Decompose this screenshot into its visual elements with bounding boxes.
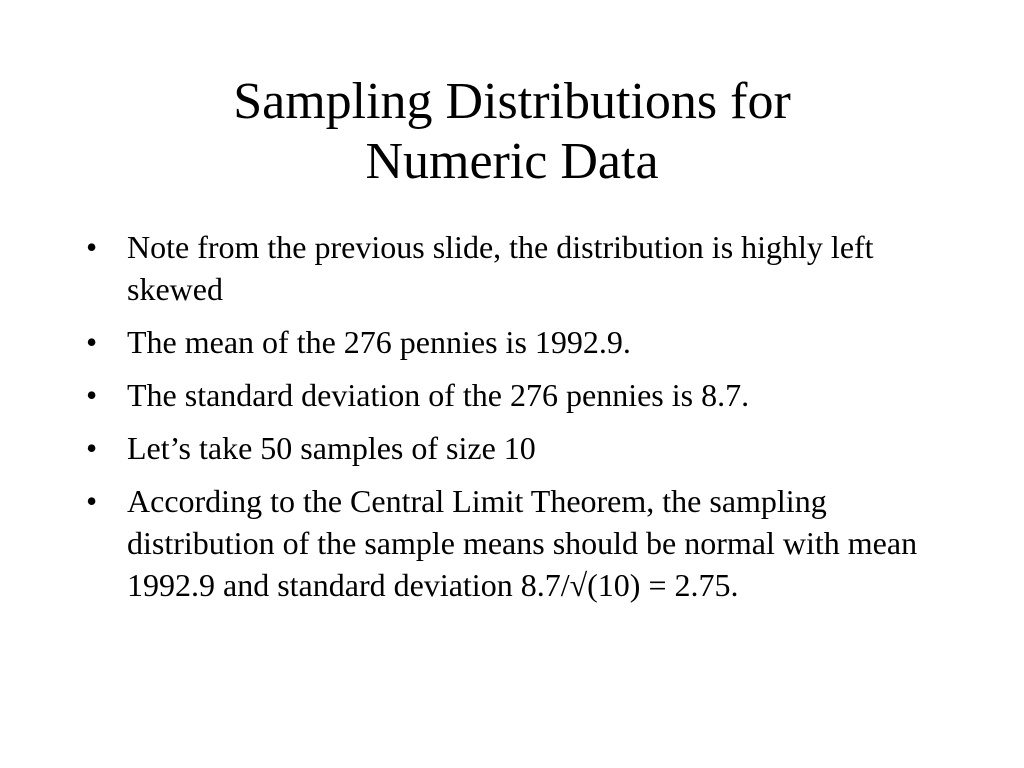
bullet-dot-icon: • — [86, 430, 98, 466]
bullet-text: The mean of the 276 pennies is 1992.9. — [127, 324, 631, 360]
bullet-item — [86, 427, 946, 469]
bullet-item — [86, 226, 946, 310]
bullet-text: Let’s take 50 samples of size 10 — [127, 430, 536, 466]
bullet-item — [86, 374, 946, 416]
title-line-2: Numeric Data — [365, 133, 659, 190]
bullet-text: Note from the previous slide, the distribution is highly left skewed — [127, 229, 874, 307]
bullet-dot-icon: • — [86, 377, 98, 413]
bullet-list — [86, 226, 946, 617]
bullet-dot-icon: • — [86, 229, 98, 265]
bullet-item — [86, 321, 946, 363]
bullet-text: The standard deviation of the 276 pennies is 8.7. — [127, 377, 750, 413]
title-line-1: Sampling Distributions for — [233, 73, 791, 130]
bullet-text: According to the Central Limit Theorem, the sampling distribution of the sample means should be normal with mean 1992.9 and standard deviation 8.7/√(10) = 2.75. — [127, 483, 918, 603]
bullet-dot-icon: • — [86, 324, 98, 360]
bullet-dot-icon: • — [86, 483, 98, 519]
slide-title — [0, 72, 1024, 192]
bullet-item — [86, 480, 946, 606]
